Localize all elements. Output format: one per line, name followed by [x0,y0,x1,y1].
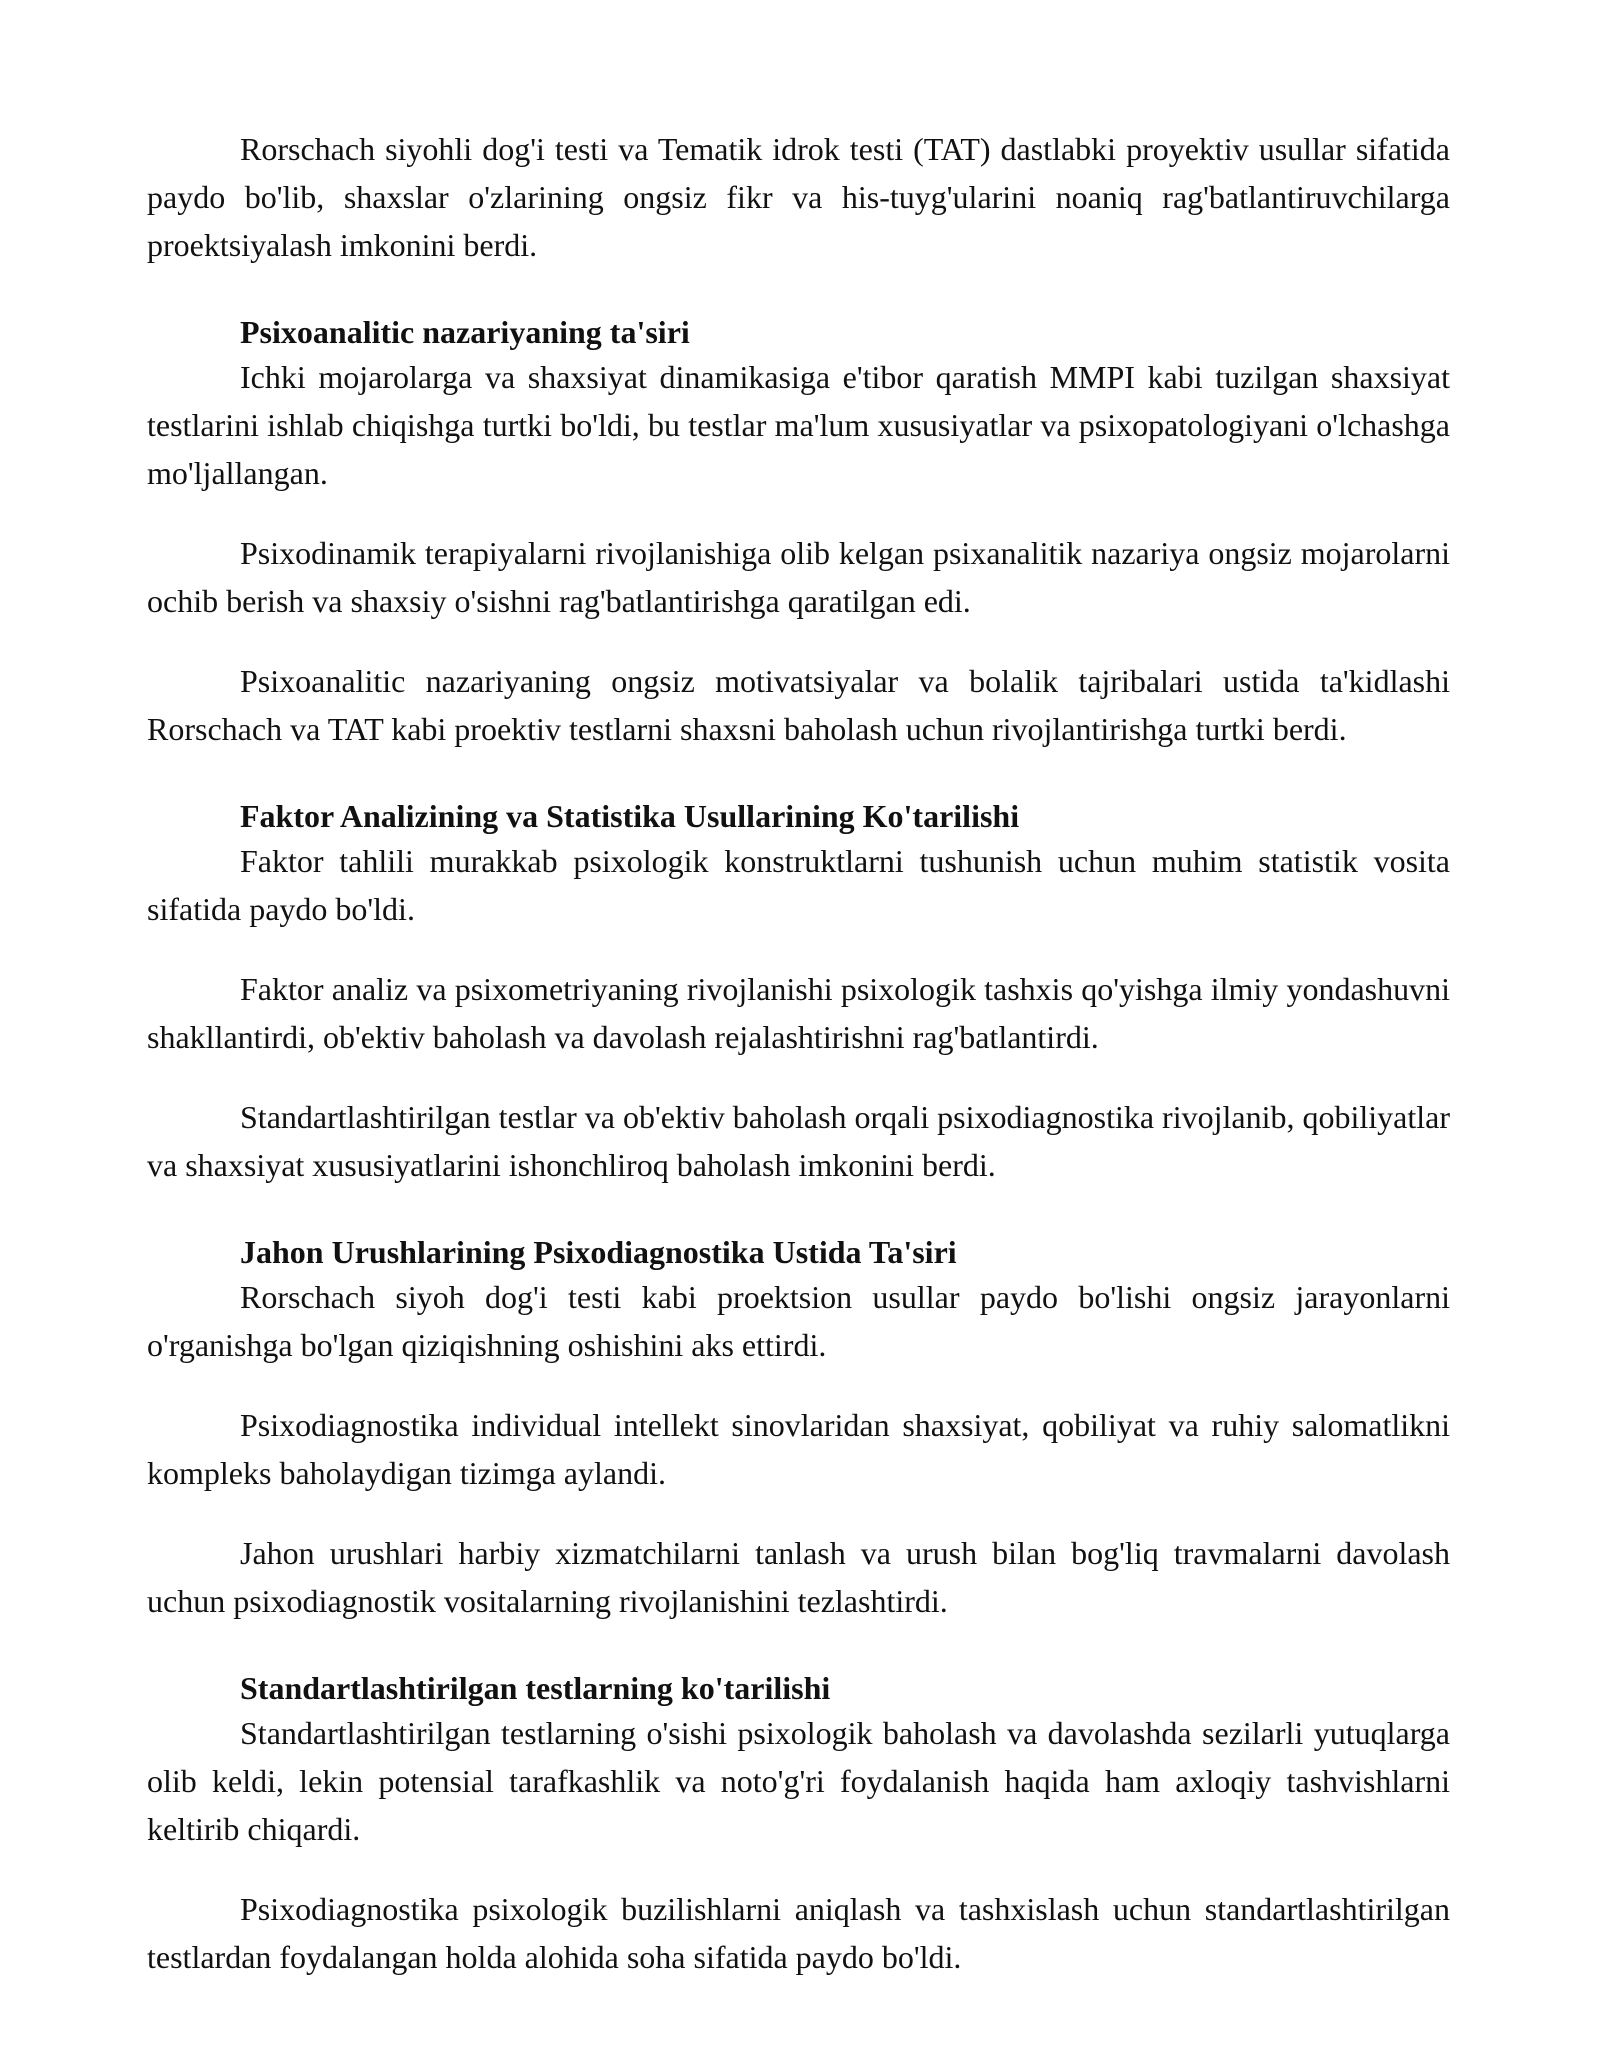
paragraph-psychodynamic-therapies: Psixodinamik terapiyalarni rivojlanishiga olib kelgan psixanalitik nazariya ongsiz mojarolarni ochib berish va shaxsiy o'sishni rag'batlantirishga qaratilgan edi. [147,535,1450,619]
heading-world-wars: Jahon Urushlarining Psixodiagnostika Ustida Ta'siri [240,1234,957,1270]
paragraph-projective-emergence: Rorschach siyoh dog'i testi kabi proektsion usullar paydo bo'lishi ongsiz jarayonlarni o'rganishga bo'lgan qiziqishning oshishini aks ettirdi. [147,1279,1450,1363]
paragraph-separate-field: Psixodiagnostika psixologik buzilishlarni aniqlash va tashxislash uchun standartlashtirilgan testlardan foydalangan holda alohida soha sifatida paydo bo'ldi. [147,1891,1450,1975]
paragraph-comprehensive-system: Psixodiagnostika individual intellekt sinovlaridan shaxsiyat, qobiliyat va ruhiy salomatlikni kompleks baholaydigan tizimga aylandi. [147,1407,1450,1491]
paragraph-unconscious-motivations: Psixoanalitic nazariyaning ongsiz motivatsiyalar va bolalik tajribalari ustida ta'kidlashi Rorschach va TAT kabi proektiv testlarni shaxsni baholash uchun rivojlantirishga turtki berdi. [147,663,1450,747]
paragraph-standardized-assessment: Standartlashtirilgan testlar va ob'ektiv baholash orqali psixodiagnostika rivojlanib, qobiliyatlar va shaxsiyat xususiyatlarini ishonchliroq baholash imkonini berdi. [147,1099,1450,1183]
paragraph-projective-methods: Rorschach siyohli dog'i testi va Tematik idrok testi (TAT) dastlabki proyektiv usullar sifatida paydo bo'lib, shaxslar o'zlarining ongsiz fikr va his-tuyg'ularini noaniq rag'batlantiruvchilarga proektsiyalash imkonini berdi. [147,131,1450,263]
paragraph-psychometrics: Faktor analiz va psixometriyaning rivojlanishi psixologik tashxis qo'yishga ilmiy yondashuvni shakllantirdi, ob'ektiv baholash va davolash rejalashtirishni rag'batlantirdi. [147,971,1450,1055]
paragraph-factor-tool: Faktor tahlili murakkab psixologik konstruktlarni tushunish uchun muhim statistik vosita sifatida paydo bo'ldi. [147,843,1450,927]
paragraph-military-selection: Jahon urushlari harbiy xizmatchilarni tanlash va urush bilan bog'liq travmalarni davolash uchun psixodiagnostik vositalarning rivojlanishini tezlashtirdi. [147,1535,1450,1619]
paragraph-structured-tests: Ichki mojarolarga va shaxsiyat dinamikasiga e'tibor qaratish MMPI kabi tuzilgan shaxsiyat testlarini ishlab chiqishga turtki bo'ldi, bu testlar ma'lum xususiyatlar va psixopatologiyani o'lchashga mo'ljallangan. [147,359,1450,491]
heading-standardized-tests: Standartlashtirilgan testlarning ko'tarilishi [240,1670,831,1706]
paragraph-ethical-concerns: Standartlashtirilgan testlarning o'sishi psixologik baholash va davolashda sezilarli yutuqlarga olib keldi, lekin potensial tarafkashlik va noto'g'ri foydalanish haqida ham axloqiy tashvishlarni keltirib chiqardi. [147,1715,1450,1847]
heading-psychoanalytic-influence: Psixoanalitic nazariyaning ta'siri [240,314,690,350]
heading-factor-analysis: Faktor Analizining va Statistika Usullarining Ko'tarilishi [240,798,1020,834]
document-page [147,125,1450,1981]
